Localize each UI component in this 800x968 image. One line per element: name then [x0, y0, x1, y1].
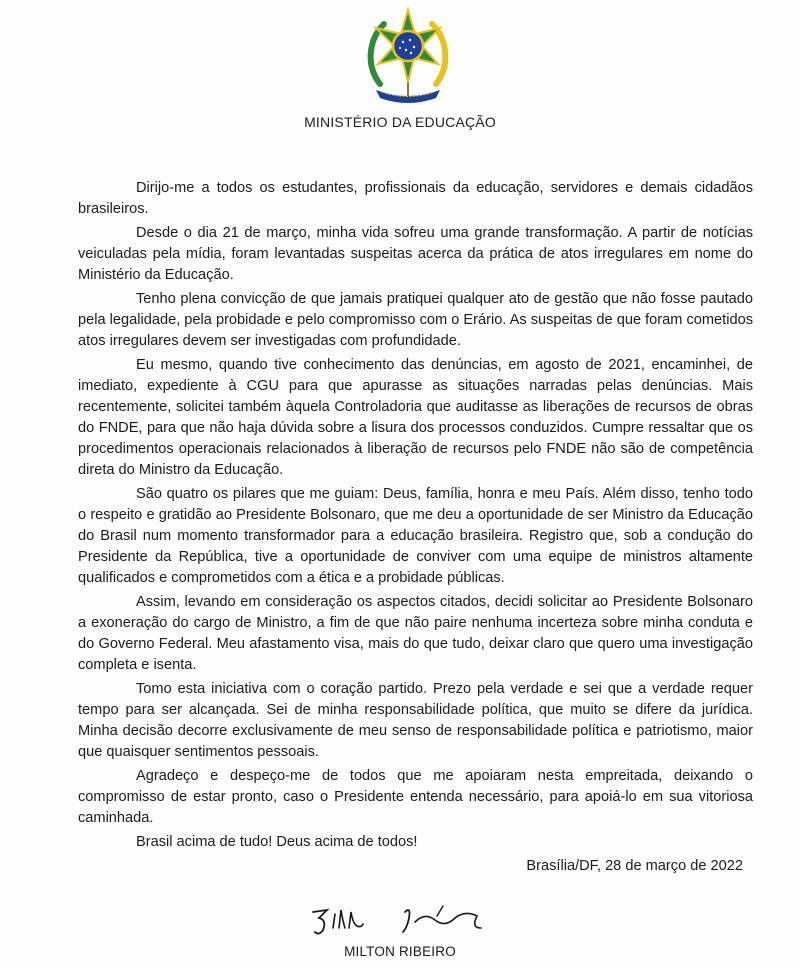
paragraph: Dirijo-me a todos os estudantes, profissionais da educação, servidores e demais cidadãos brasileiros. — [78, 180, 753, 217]
paragraph: Agradeço e despeço-me de todos que me apoiaram nesta empreitada, deixando o compromisso de estar pronto, caso o Presidente entenda necessário, para apoiá-lo em sua vitoriosa caminhada. — [78, 768, 753, 826]
paragraph: Tomo esta iniciativa com o coração partido. Prezo pela verdade e sei que a verdade requer tempo para ser alcançada. Sei de minha responsabilidade política, que muito se difere da jurídica. Minha decisão decorre exclusivamente de meu senso de responsabilidade política e patriotismo, maior que quaisquer sentimentos pessoais. — [78, 681, 753, 760]
paragraph: Assim, levando em consideração os aspectos citados, decidi solicitar ao Presidente Bolsonaro a exoneração do cargo de Ministro, a fim de que não paire nenhuma incerteza sobre minha conduta e do Governo Federal. Meu afastamento visa, mais do que tudo, deixar claro que quero uma investigação completa e isenta. — [78, 594, 753, 673]
date-line: Brasília/DF, 28 de março de 2022 — [526, 858, 743, 874]
paragraph: Desde o dia 21 de março, minha vida sofreu uma grande transformação. A partir de notícias veiculadas pela mídia, foram levantadas suspeitas acerca da prática de atos irregulares em nome do Ministério da Educação. — [78, 225, 753, 283]
handwritten-signature-icon — [305, 898, 505, 942]
closing-line: Brasil acima de tudo! Deus acima de todos! — [136, 834, 418, 850]
paragraph: Eu mesmo, quando tive conhecimento das denúncias, em agosto de 2021, encaminhei, de imediato, expediente à CGU para que apurasse as situações narradas pelas denúncias. Mais recentemente, solicitei também àquela Controladoria que auditasse as liberações de recursos de obras do FNDE, para que não haja dúvida sobre a lisura dos processos conduzidos. Cumpre ressaltar que os procedimentos operacionais relacionados à liberação de recursos pelo FNDE não são de competência direta do Ministro da Educação. — [78, 357, 753, 478]
paragraph: São quatro os pilares que me guiam: Deus, família, honra e meu País. Além disso, tenho todo o respeito e gratidão ao Presidente Bolsonaro, que me deu a oportunidade de ser Ministro da Educação do Brasil num momento transformador para a educação brasileira. Registro que, sob a condução do Presidente da República, tive a oportunidade de conviver com uma equipe de ministros altamente qualificados e comprometidos com a ética e a probidade públicas. — [78, 486, 753, 586]
paragraph: Tenho plena convicção de que jamais pratiquei qualquer ato de gestão que não fosse pautado pela legalidade, pela probidade e pelo compromisso com o Erário. As suspeitas de que foram cometidos atos irregulares devem ser investigadas com profundidade. — [78, 291, 753, 349]
signer-name: MILTON RIBEIRO — [344, 944, 456, 959]
letter-body — [78, 178, 753, 856]
ministry-name: MINISTÉRIO DA EDUCAÇÃO — [304, 114, 496, 130]
coat-of-arms-of-brazil-icon — [362, 6, 454, 106]
